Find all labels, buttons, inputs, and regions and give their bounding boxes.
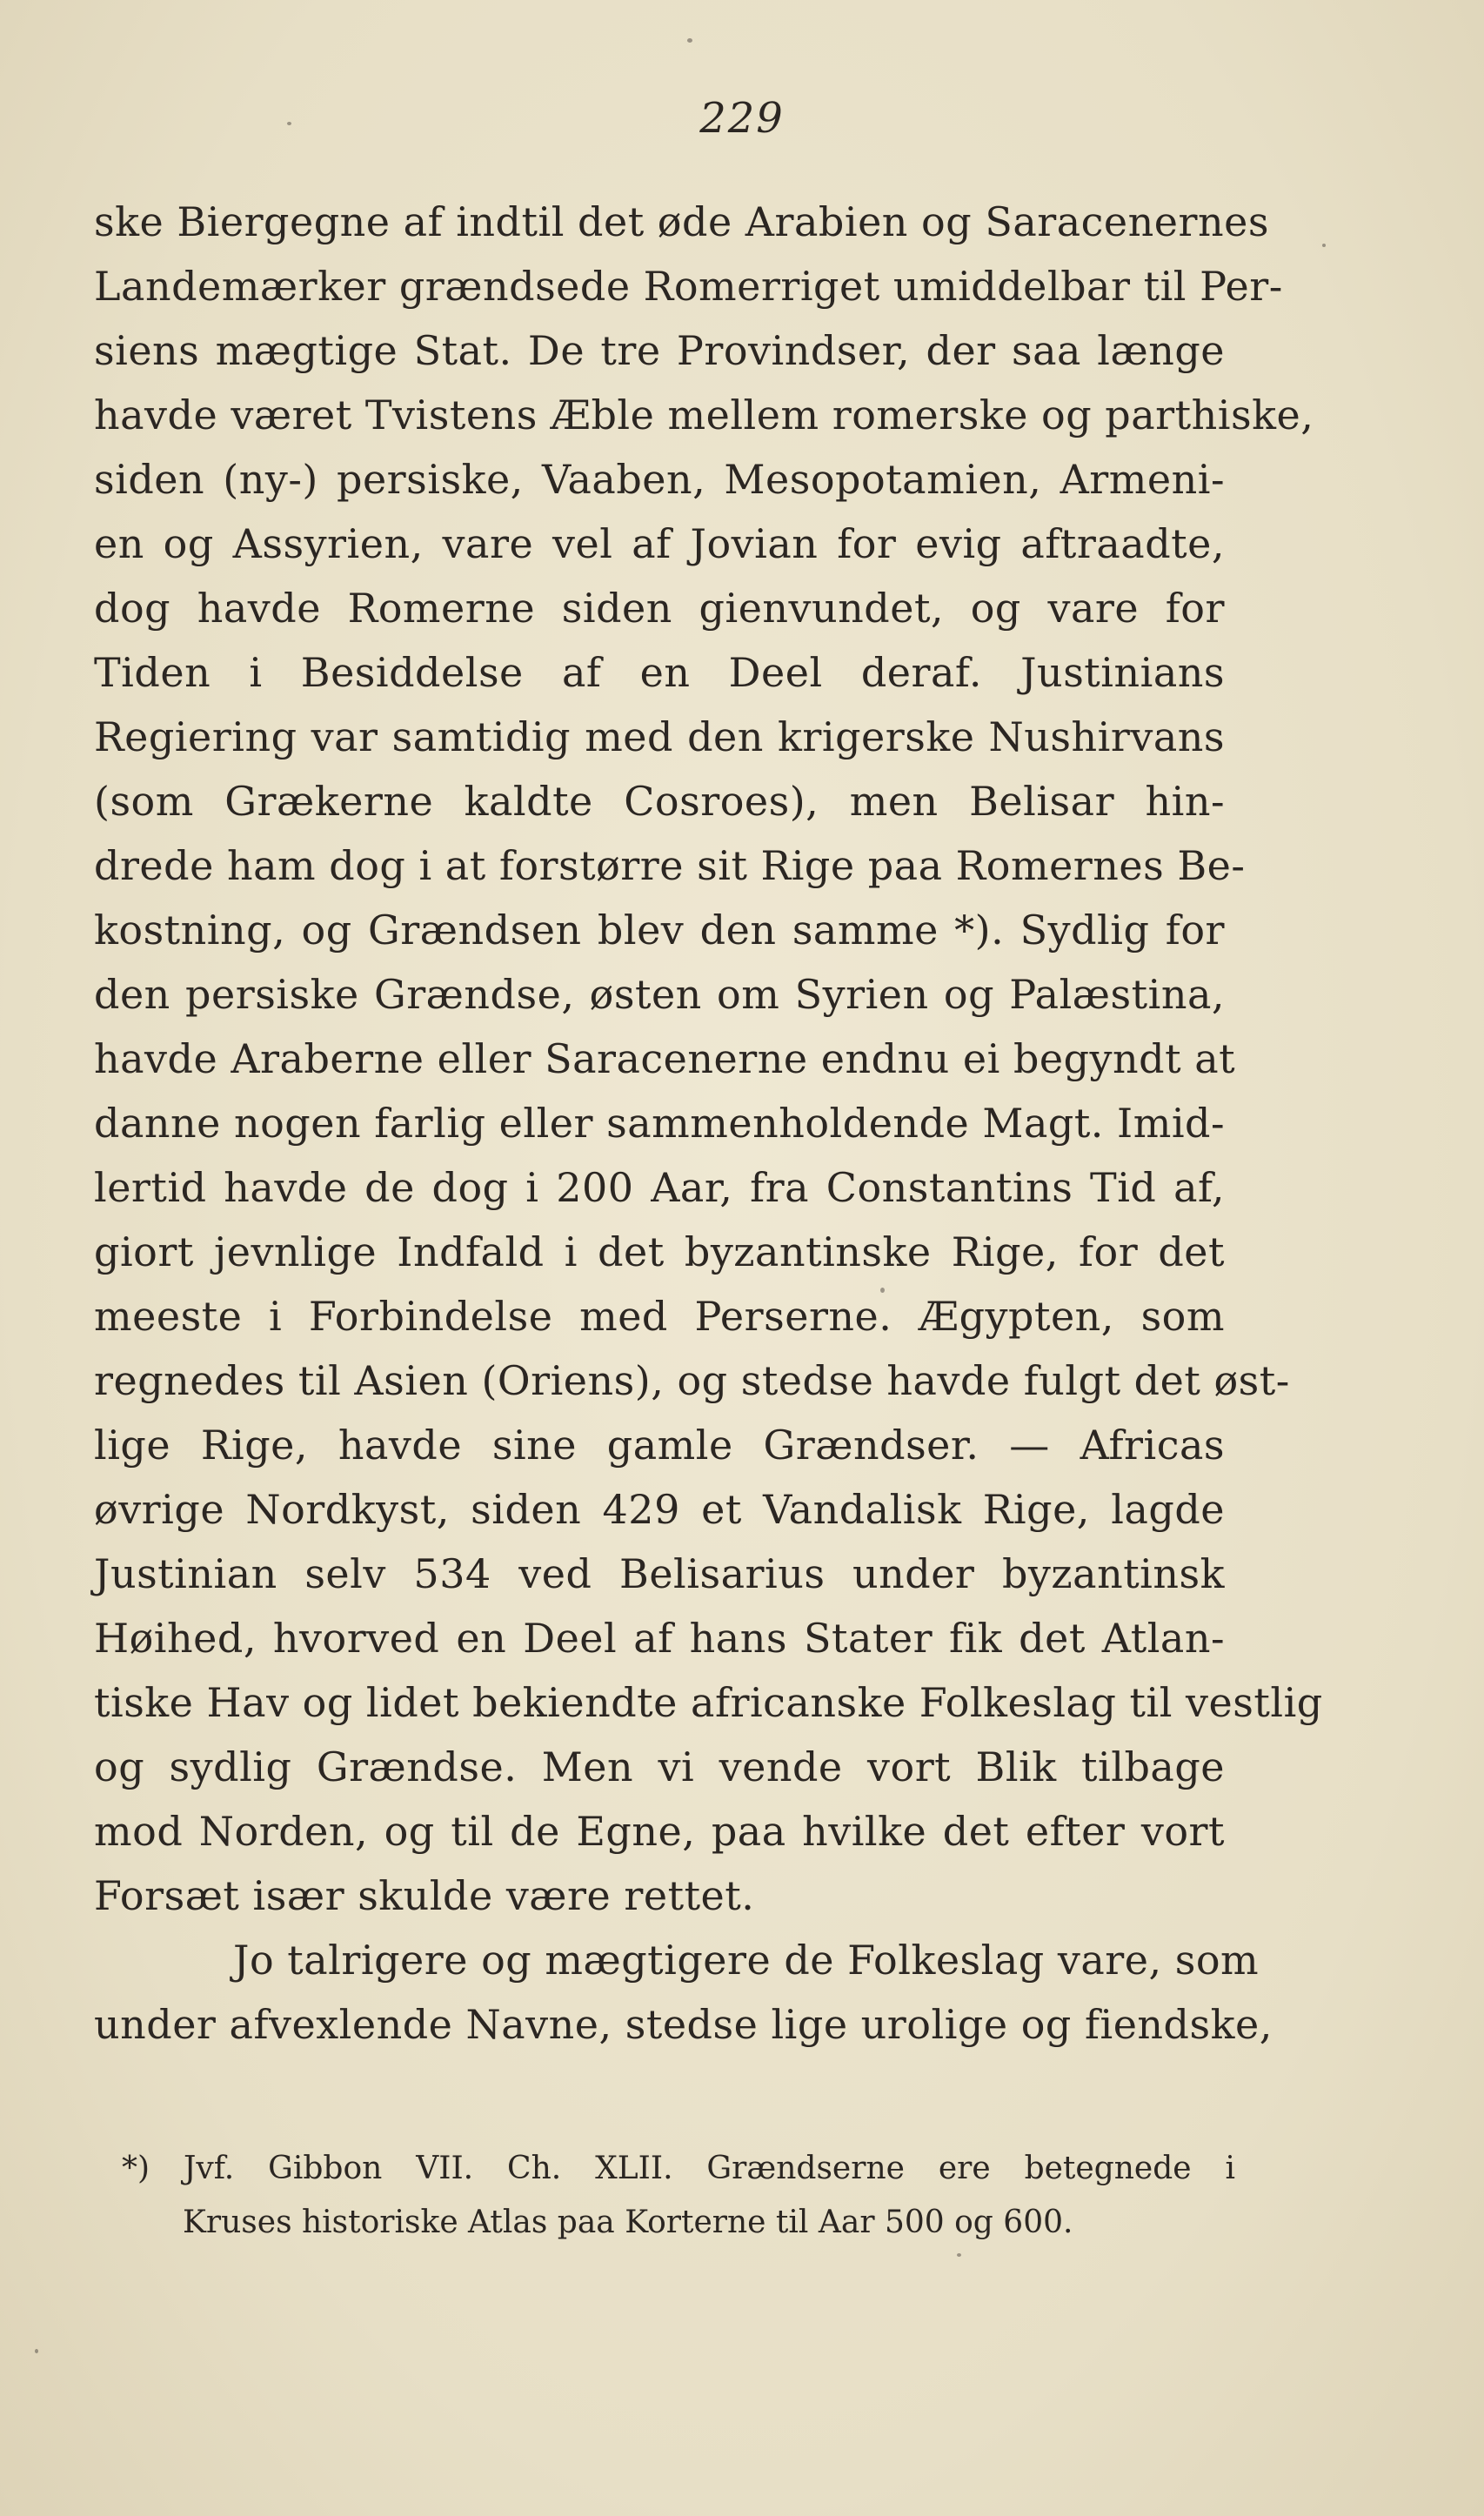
text-line: ske Biergegne af indtil det øde Arabien og Saracenernes <box>94 198 1269 245</box>
text-line: tiske Hav og lidet bekiendte africanske Folkeslag til vestlig <box>94 1679 1323 1726</box>
body-text <box>94 190 1323 2057</box>
text-line: meeste i Forbindelse med Perserne. Ægypten, som <box>94 1293 1225 1340</box>
paper-speck <box>1322 244 1326 247</box>
text-line: kostning, og Grændsen blev den samme *). Sydlig for <box>94 907 1225 954</box>
paper-speck <box>880 1288 885 1293</box>
text-line: Justinian selv 534 ved Belisarius under byzantinsk <box>94 1550 1225 1597</box>
footnote-line: *) Jvf. Gibbon VII. Ch. XLII. Grændserne ere betegnede i <box>122 2151 1235 2186</box>
paper-speck <box>687 38 692 43</box>
text-line: en og Assyrien, vare vel af Jovian for evig aftraadte, <box>94 520 1225 567</box>
text-line: øvrige Nordkyst, siden 429 et Vandalisk Rige, lagde <box>94 1486 1225 1533</box>
text-line: havde været Tvistens Æble mellem romerske og parthiske, <box>94 391 1314 438</box>
text-line: regnedes til Asien (Oriens), og stedse havde fulgt det øst- <box>94 1357 1290 1404</box>
text-line: giort jevnlige Indfald i det byzantinske Rige, for det <box>94 1228 1225 1275</box>
text-line: Landemærker grændsede Romerriget umiddelbar til Per- <box>94 263 1283 310</box>
text-line: Jo talrigere og mægtigere de Folkeslag vare, som <box>233 1937 1260 1984</box>
text-line: under afvexlende Navne, stedse lige urolige og fiendske, <box>94 2001 1273 2048</box>
text-line: Forsæt især skulde være rettet. <box>94 1872 755 1919</box>
text-line: havde Araberne eller Saracenerne endnu ei begyndt at <box>94 1035 1236 1082</box>
text-line: mod Norden, og til de Egne, paa hvilke det efter vort <box>94 1808 1225 1855</box>
text-line: Tiden i Besiddelse af en Deel deraf. Justinians <box>94 649 1225 696</box>
text-line: danne nogen farlig eller sammenholdende Magt. Imid- <box>94 1100 1226 1147</box>
footnote-line: Kruses historiske Atlas paa Korterne til Aar 500 og 600. <box>183 2205 1073 2240</box>
paper-speck <box>35 2349 38 2353</box>
paper-speck <box>287 122 291 125</box>
text-line: dog havde Romerne siden gienvundet, og vare for <box>94 585 1225 632</box>
text-line: Regiering var samtidig med den krigerske Nushirvans <box>94 713 1225 760</box>
page-number: 229 <box>699 94 785 143</box>
paper-speck <box>957 2253 961 2257</box>
text-line: lertid havde de dog i 200 Aar, fra Constantins Tid af, <box>94 1164 1225 1211</box>
footnote <box>122 2142 1235 2250</box>
text-line: siden (ny-) persiske, Vaaben, Mesopotamien, Armeni- <box>94 456 1225 503</box>
text-line: Høihed, hvorved en Deel af hans Stater fik det Atlan- <box>94 1615 1225 1662</box>
text-line: siens mægtige Stat. De tre Provindser, der saa længe <box>94 327 1225 374</box>
text-line: (som Grækerne kaldte Cosroes), men Belisar hin- <box>94 778 1225 825</box>
text-line: lige Rige, havde sine gamle Grændser. — Africas <box>94 1422 1225 1469</box>
text-line: den persiske Grændse, østen om Syrien og Palæstina, <box>94 971 1225 1018</box>
text-line: og sydlig Grændse. Men vi vende vort Blik tilbage <box>94 1743 1225 1790</box>
text-line: drede ham dog i at forstørre sit Rige paa Romernes Be- <box>94 842 1246 889</box>
